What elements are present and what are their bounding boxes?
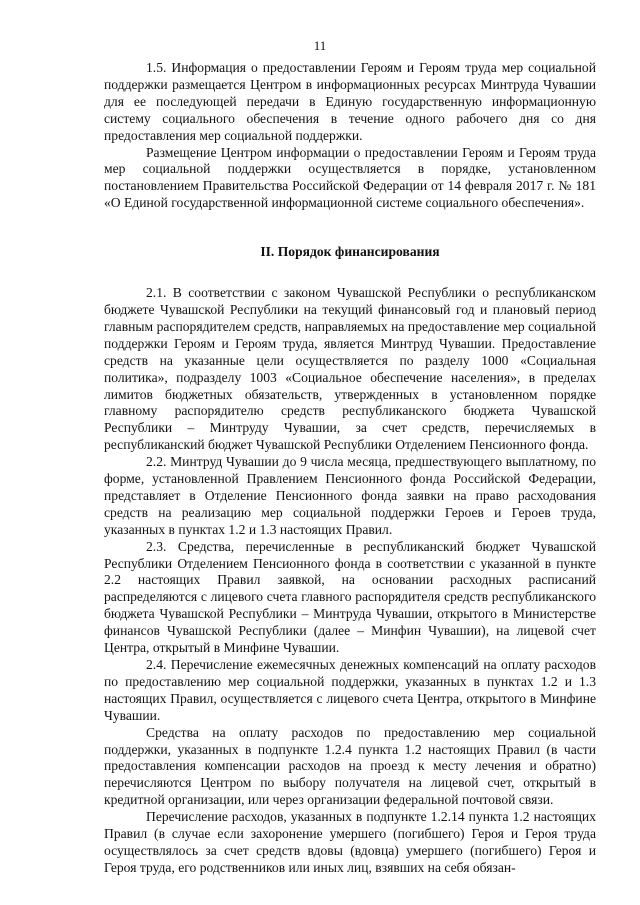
paragraph-placement: Размещение Центром информации о предоставлении Героям и Героям труда мер социальной поддержки осуществляется в порядке, установленном постановлением Правительства Российской Федерации от 14 февраля 2017 г. № 181 «О Единой государственной информационной системе социального обеспечения». bbox=[104, 144, 596, 211]
paragraph-burial-expenses: Перечисление расходов, указанных в подпункте 1.2.14 пункта 1.2 настоящих Правил (в случае если захоронение умершего (погибшего) Героя и Героя труда осуществлялось за счет средств вдовы (вдовца) умершего (погибшего) Героя и Героя труда, его родственников или иных лиц, взявших на себя обязан- bbox=[104, 809, 596, 875]
section-heading: II. Порядок финансирования bbox=[260, 244, 440, 260]
document-body bbox=[104, 60, 596, 877]
paragraph-2-3: 2.3. Средства, перечисленные в республиканский бюджет Чувашской Республики Отделением Пенсионного фонда в соответствии с указанной в пункте 2.2 настоящих Правил заявкой, на основании расходных расписаний распределяются с лицевого счета главного распорядителя средств республиканского бюджета Чувашской Республики – Минтруда Чувашии, открытого в Министерстве финансов Чувашской Республики (далее – Минфин Чувашии), на лицевой счет Центра, открытый в Минфине Чувашии. bbox=[104, 538, 596, 656]
page-number: 11 bbox=[313, 38, 327, 53]
paragraph-2-1: 2.1. В соответствии с законом Чувашской Республики о республиканском бюджете Чувашской Республики на текущий финансовый год и плановый период главным распорядителем средств, направляемых на предоставление мер социальной поддержки Героям и Героям труда, является Минтруд Чувашии. Предоставление средств на указанные цели осуществляется по разделу 1000 «Социальная политика», подразделу 1003 «Социальное обеспечение населения», в пределах лимитов бюджетных обязательств, утвержденных в установленном порядке главному распорядителю средств республиканского бюджета Чувашской Республики – Минтруду Чувашии, за счет средств, перечисляемых в республиканский бюджет Чувашской Республики Отделением Пенсионного фонда. bbox=[104, 285, 596, 453]
paragraph-1-5: 1.5. Информация о предоставлении Героям и Героям труда мер социальной поддержки размещается Центром в информационных ресурсах Минтруда Чувашии для ее последующей передачи в Единую государственную информационную систему социального обеспечения в течение одного рабочего дня со дня предоставления мер социальной поддержки. bbox=[104, 60, 596, 143]
paragraph-2-4: 2.4. Перечисление ежемесячных денежных компенсаций на оплату расходов по предоставлению мер социальной поддержки, указанных в пунктах 1.2 и 1.3 настоящих Правил, осуществляется с лицевого счета Центра, открытого в Минфине Чувашии. bbox=[104, 657, 596, 723]
paragraph-2-2: 2.2. Минтруд Чувашии до 9 числа месяца, предшествующего выплатному, по форме, установленной Правлением Пенсионного фонда Российской Федерации, представляет в Отделение Пенсионного фонда заявки на право расходования средств на реализацию мер социальной поддержки Героев и Героев труда, указанных в пунктах 1.2 и 1.3 настоящих Правил. bbox=[104, 454, 596, 537]
paragraph-funds-transfer: Средства на оплату расходов по предоставлению мер социальной поддержки, указанных в подпункте 1.2.4 пункта 1.2 настоящих Правил (в части предоставления компенсации расходов на проезд к месту лечения и обратно) перечисляются Центром по выбору получателя на лицевой счет, открытый в кредитной организации, или через организации федеральной почтовой связи. bbox=[104, 724, 596, 808]
